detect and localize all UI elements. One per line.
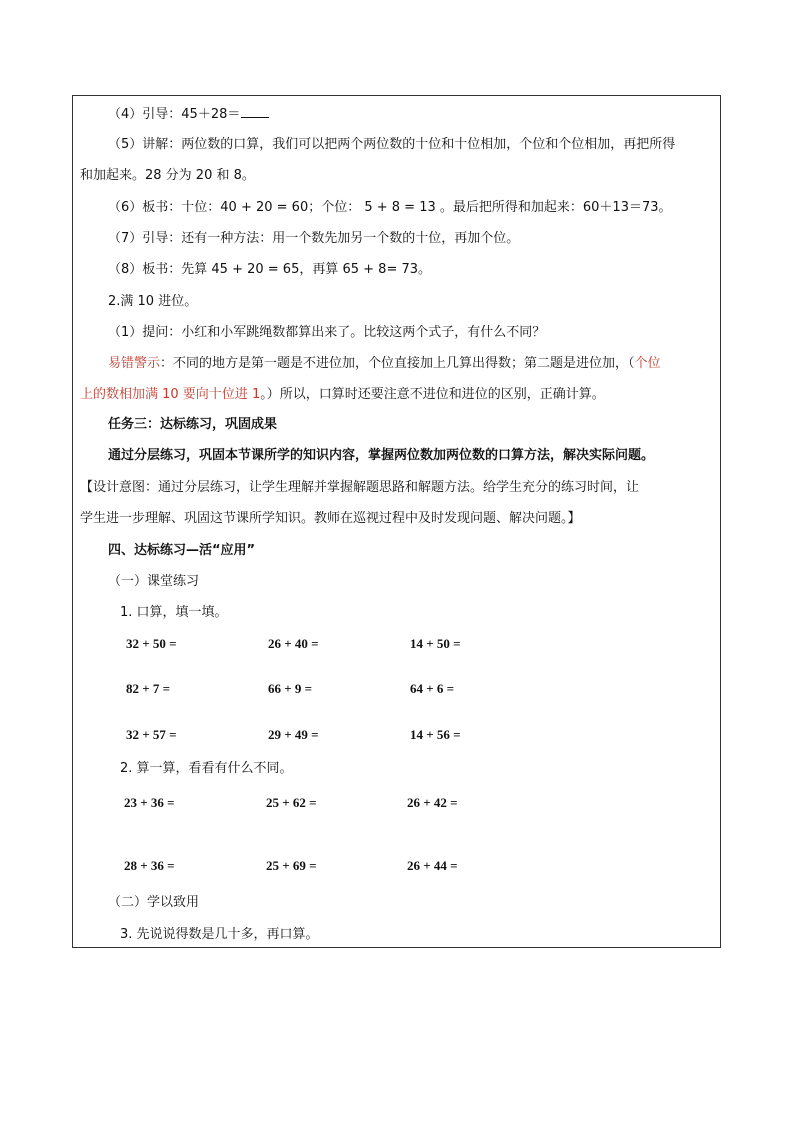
equation: 32 + 57 = (126, 727, 177, 742)
section-4-heading: 四、达标练习—活“应用” (108, 543, 256, 558)
equation: 14 + 50 = (410, 636, 461, 651)
step-4-guide (108, 104, 269, 125)
exercise-2-prompt: 2. 算一算，看看有什么不同。 (120, 761, 293, 776)
equation: 23 + 36 = (124, 795, 175, 810)
equation: 66 + 9 = (268, 681, 313, 696)
task-goal: 通过分层练习，巩固本节课所学的知识内容，掌握两位数加两位数的口算方法，解决实际问题。 (108, 448, 655, 463)
equation: 26 + 42 = (407, 795, 458, 810)
equation: 28 + 36 = (124, 858, 175, 873)
warning-text: ：不同的地方是第一题是不进位加，个位直接加上几算出得数；第二题是进位加，（ (160, 356, 635, 371)
equation: 14 + 56 = (410, 727, 461, 742)
step-6-board: （6）板书：十位：40 + 20 = 60；个位： 5 + 8 = 13 。最后把所得和加起来：60＋13＝73。 (108, 200, 672, 215)
warning-red-text-2: 上的数相加满 10 要向十位进 1 (80, 387, 261, 402)
equation: 25 + 69 = (266, 858, 317, 873)
step-4-text: （4）引导：45＋28＝ (108, 107, 241, 122)
warning-line1 (108, 354, 661, 374)
equation: 82 + 7 = (126, 681, 171, 696)
step-5-line2: 和加起来。28 分为 20 和 8。 (80, 168, 255, 183)
exercise-1-prompt: 1. 口算，填一填。 (120, 605, 228, 620)
equation: 26 + 44 = (407, 858, 458, 873)
equation: 32 + 50 = (126, 636, 177, 651)
exercise-3-prompt: 3. 先说说得数是几十多，再口算。 (120, 927, 319, 942)
equation: 26 + 40 = (268, 636, 319, 651)
equation: 64 + 6 = (410, 681, 455, 696)
subsection-classroom-practice: （一）课堂练习 (108, 574, 200, 589)
question-1: （1）提问：小红和小军跳绳数都算出来了。比较这两个式子，有什么不同？ (108, 325, 546, 340)
warning-line2 (80, 385, 605, 405)
step-8-board: （8）板书：先算 45 + 20 = 65，再算 65 + 8= 73。 (108, 262, 432, 277)
equation: 29 + 49 = (268, 727, 319, 742)
step-7-guide: （7）引导：还有一种方法：用一个数先加另一个数的十位，再加个位。 (108, 231, 520, 246)
equation: 25 + 62 = (266, 795, 317, 810)
warning-red-text: 个位 (634, 356, 661, 371)
warning-label: 易错警示 (108, 356, 161, 371)
answer-blank (241, 104, 269, 118)
subsection-apply: （二）学以致用 (108, 895, 200, 910)
carry-heading: 2.满 10 进位。 (108, 294, 198, 309)
task-3-heading: 任务三：达标练习，巩固成果 (108, 417, 278, 432)
design-intent-line1: 【设计意图：通过分层练习，让学生理解并掌握解题思路和解题方法。给学生充分的练习时间，让 (80, 480, 640, 495)
warning-text-2: 。）所以，口算时还要注意不进位和进位的区别，正确计算。 (260, 387, 605, 402)
step-5-line1: （5）讲解：两位数的口算，我们可以把两个两位数的十位和十位相加，个位和个位相加，再把所得 (108, 137, 676, 152)
design-intent-line2: 学生进一步理解、巩固这节课所学知识。教师在巡视过程中及时发现问题、解决问题。】 (80, 511, 581, 526)
